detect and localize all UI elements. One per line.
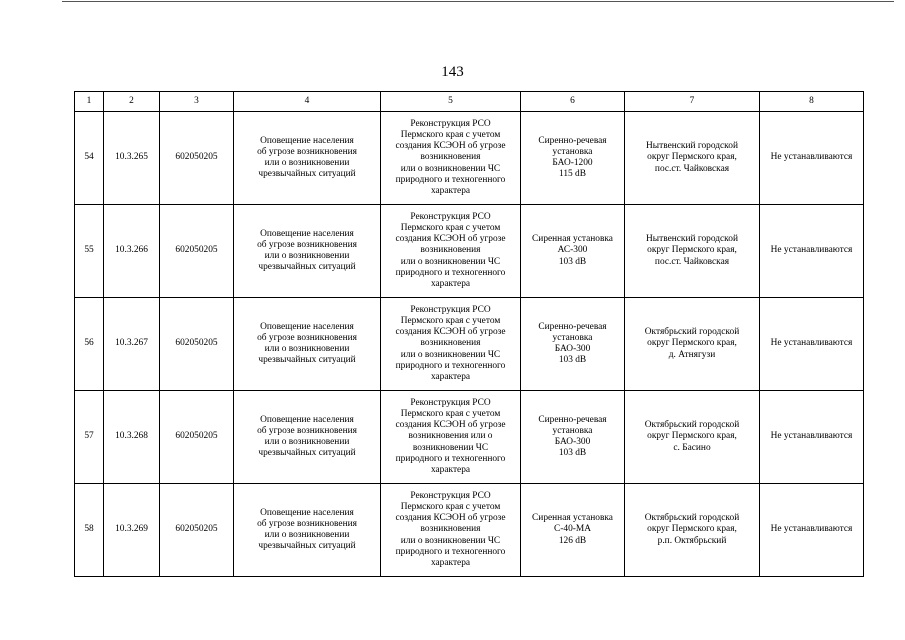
project-cell: Реконструкция РСО Пермского края с учетом создания КСЭОН об угрозе возникновения или о возникновении ЧС природного и техногенного характера — [381, 112, 521, 205]
status-cell: Не устанавливаются — [760, 205, 864, 298]
equipment-cell: Сиренно-речевая установка БАО-300 103 dB — [521, 391, 625, 484]
location-cell: Октябрьский городской округ Пермского края, д. Атнягузи — [625, 298, 760, 391]
id-cell: 602050205 — [160, 391, 234, 484]
purpose-cell: Оповещение населения об угрозе возникновения или о возникновении чрезвычайных ситуаций — [234, 391, 381, 484]
row-number-cell: 57 — [75, 391, 104, 484]
purpose-cell: Оповещение населения об угрозе возникновения или о возникновении чрезвычайных ситуаций — [234, 484, 381, 577]
status-cell: Не устанавливаются — [760, 484, 864, 577]
code-cell: 10.3.267 — [104, 298, 160, 391]
column-header: 7 — [625, 92, 760, 112]
location-cell: Нытвенский городской округ Пермского края, пос.ст. Чайковская — [625, 112, 760, 205]
row-number-cell: 55 — [75, 205, 104, 298]
page-number: 143 — [441, 64, 464, 80]
location-cell: Октябрьский городской округ Пермского края, с. Басино — [625, 391, 760, 484]
location-cell: Нытвенский городской округ Пермского края, пос.ст. Чайковская — [625, 205, 760, 298]
row-number-cell: 54 — [75, 112, 104, 205]
equipment-cell: Сиренная установка АС-300 103 dB — [521, 205, 625, 298]
table-row — [75, 205, 864, 298]
table-header-row — [75, 92, 864, 112]
table-row — [75, 298, 864, 391]
project-cell: Реконструкция РСО Пермского края с учетом создания КСЭОН об угрозе возникновения или о возникновении ЧС природного и техногенного характера — [381, 391, 521, 484]
column-header: 4 — [234, 92, 381, 112]
code-cell: 10.3.266 — [104, 205, 160, 298]
id-cell: 602050205 — [160, 112, 234, 205]
status-cell: Не устанавливаются — [760, 391, 864, 484]
column-header: 3 — [160, 92, 234, 112]
table-row — [75, 484, 864, 577]
code-cell: 10.3.269 — [104, 484, 160, 577]
purpose-cell: Оповещение населения об угрозе возникновения или о возникновении чрезвычайных ситуаций — [234, 298, 381, 391]
table-row — [75, 391, 864, 484]
id-cell: 602050205 — [160, 484, 234, 577]
equipment-cell: Сиренно-речевая установка БАО-1200 115 dB — [521, 112, 625, 205]
purpose-cell: Оповещение населения об угрозе возникновения или о возникновении чрезвычайных ситуаций — [234, 112, 381, 205]
row-number-cell: 56 — [75, 298, 104, 391]
status-cell: Не устанавливаются — [760, 112, 864, 205]
column-header: 6 — [521, 92, 625, 112]
project-cell: Реконструкция РСО Пермского края с учетом создания КСЭОН об угрозе возникновения или о возникновении ЧС природного и техногенного характера — [381, 484, 521, 577]
code-cell: 10.3.268 — [104, 391, 160, 484]
id-cell: 602050205 — [160, 298, 234, 391]
equipment-cell: Сиренная установка С-40-МА 126 dB — [521, 484, 625, 577]
column-header: 8 — [760, 92, 864, 112]
id-cell: 602050205 — [160, 205, 234, 298]
row-number-cell: 58 — [75, 484, 104, 577]
column-header: 2 — [104, 92, 160, 112]
top-rule — [62, 1, 894, 2]
status-cell: Не устанавливаются — [760, 298, 864, 391]
project-cell: Реконструкция РСО Пермского края с учетом создания КСЭОН об угрозе возникновения или о возникновении ЧС природного и техногенного характера — [381, 298, 521, 391]
column-header: 1 — [75, 92, 104, 112]
code-cell: 10.3.265 — [104, 112, 160, 205]
project-cell: Реконструкция РСО Пермского края с учетом создания КСЭОН об угрозе возникновения или о возникновении ЧС природного и техногенного характера — [381, 205, 521, 298]
equipment-cell: Сиренно-речевая установка БАО-300 103 dB — [521, 298, 625, 391]
table-row — [75, 112, 864, 205]
column-header: 5 — [381, 92, 521, 112]
purpose-cell: Оповещение населения об угрозе возникновения или о возникновении чрезвычайных ситуаций — [234, 205, 381, 298]
data-table — [74, 91, 864, 577]
location-cell: Октябрьский городской округ Пермского края, р.п. Октябрьский — [625, 484, 760, 577]
